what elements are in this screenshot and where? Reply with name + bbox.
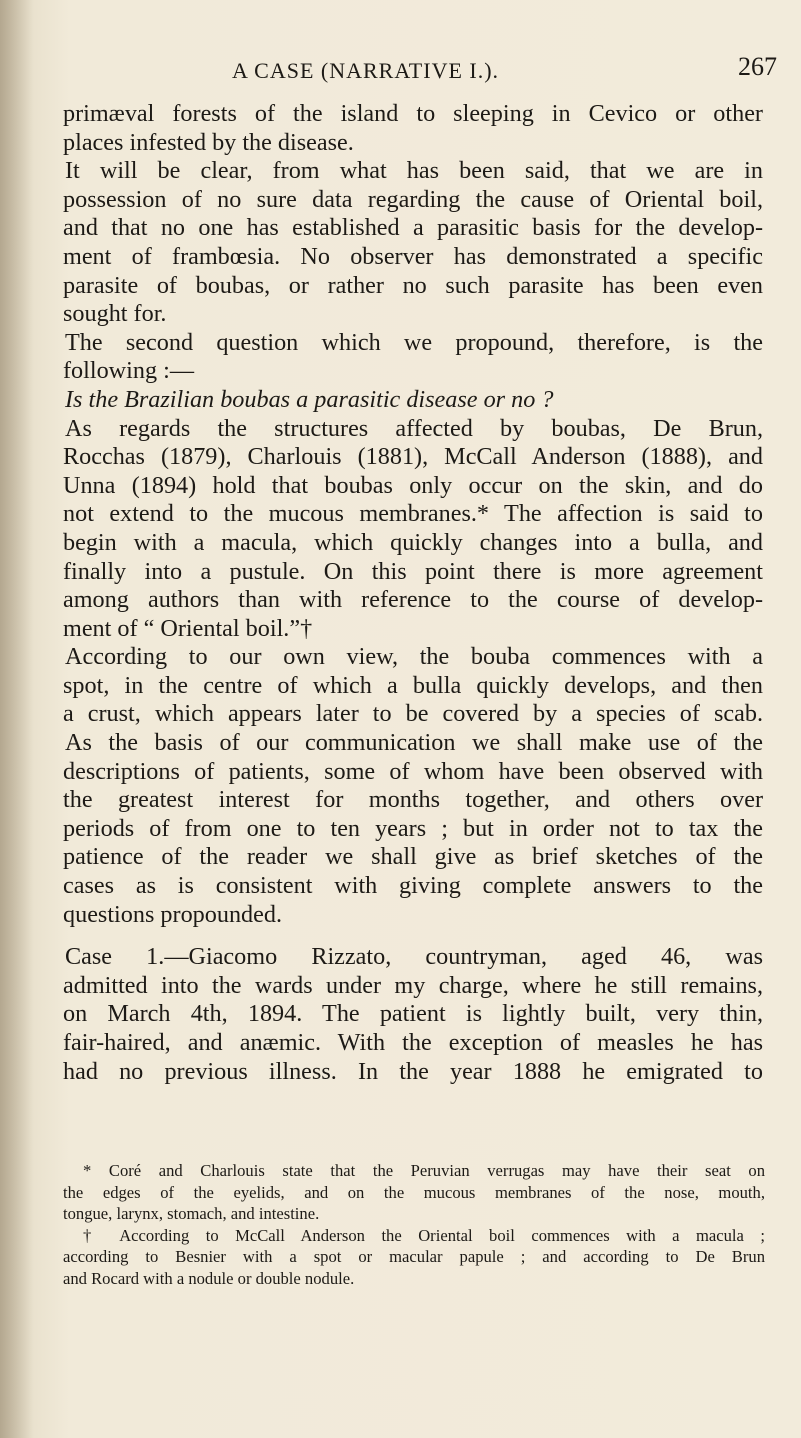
text-line: primæval forests of the island to sleeping in Cevico or other bbox=[63, 100, 763, 127]
text-line: spot, in the centre of which a bulla quickly develops, and then bbox=[63, 671, 763, 699]
text-line: and that no one has established a parasitic basis for the develop- bbox=[63, 214, 763, 242]
footnote-line: * Coré and Charlouis state that the Peruvian verrugas may have their seat on bbox=[83, 1161, 765, 1180]
text-line: not extend to the mucous membranes.* The affection is said to bbox=[63, 500, 763, 528]
text-line: places infested by the disease. bbox=[63, 128, 354, 156]
text-line: fair-haired, and anæmic. With the exception of measles he has bbox=[63, 1029, 763, 1056]
text-line: sought for. bbox=[63, 300, 167, 328]
text-line: had no previous illness. In the year 1888 he emigrated to bbox=[63, 1057, 763, 1085]
text-line: As regards the structures affected by boubas, De Brun, bbox=[65, 414, 763, 442]
paragraph-gap bbox=[63, 929, 763, 943]
text-line: periods of from one to ten years ; but in order not to tax the bbox=[63, 814, 763, 842]
footnote-line: according to Besnier with a spot or macular papule ; and according to De Brun bbox=[63, 1247, 765, 1266]
text-line: As the basis of our communication we shall make use of the bbox=[65, 729, 763, 757]
text-line: on March 4th, 1894. The patient is lightly built, very thin, bbox=[63, 1000, 763, 1028]
text-line: parasite of boubas, or rather no such parasite has been even bbox=[63, 271, 763, 299]
section-question: Is the Brazilian boubas a parasitic disease or no ? bbox=[65, 385, 554, 413]
footnote-line: the edges of the eyelids, and on the mucous membranes of the nose, mouth, bbox=[63, 1182, 765, 1202]
text-line: descriptions of patients, some of whom have been observed with bbox=[63, 757, 763, 785]
text-line: admitted into the wards under my charge, where he still remains, bbox=[63, 971, 763, 999]
text-line: ment of “ Oriental boil.”† bbox=[63, 614, 313, 642]
footnote-line: † According to McCall Anderson the Oriental boil commences with a macula ; bbox=[83, 1225, 765, 1245]
text-line: finally into a pustule. On this point there is more agreement bbox=[63, 557, 763, 585]
text-line: questions propounded. bbox=[63, 900, 283, 928]
body-text bbox=[63, 100, 763, 1086]
text-line: the greatest interest for months together, and others over bbox=[63, 786, 763, 814]
case-heading-line: Case 1.—Giacomo Rizzato, countryman, aged 46, was bbox=[65, 943, 763, 971]
text-line: It will be clear, from what has been said, that we are in bbox=[65, 157, 763, 185]
text-line: possession of no sure data regarding the cause of Oriental boil, bbox=[63, 185, 763, 213]
text-line: According to our own view, the bouba commences with a bbox=[65, 643, 763, 671]
text-line: patience of the reader we shall give as brief sketches of the bbox=[63, 843, 763, 871]
text-line: begin with a macula, which quickly changes into a bulla, and bbox=[63, 528, 763, 556]
footnote-line: and Rocard with a nodule or double nodule. bbox=[63, 1268, 355, 1288]
page-number: 267 bbox=[738, 52, 777, 81]
text-line: Unna (1894) hold that boubas only occur on the skin, and do bbox=[63, 471, 763, 499]
text-line: following :— bbox=[63, 357, 195, 385]
footnotes bbox=[63, 1160, 765, 1289]
text-line: The second question which we propound, therefore, is the bbox=[65, 328, 763, 356]
footnote-line: tongue, larynx, stomach, and intestine. bbox=[63, 1204, 320, 1223]
text-line: cases as is consistent with giving complete answers to the bbox=[63, 872, 763, 900]
text-line: Rocchas (1879), Charlouis (1881), McCall Anderson (1888), and bbox=[63, 443, 763, 471]
text-line: a crust, which appears later to be covered by a species of scab. bbox=[63, 700, 763, 728]
text-line: among authors than with reference to the course of develop- bbox=[63, 586, 763, 614]
running-head: A CASE (NARRATIVE I.). bbox=[232, 58, 500, 83]
binding-shadow bbox=[0, 0, 34, 1438]
text-line: ment of frambœsia. No observer has demonstrated a specific bbox=[63, 242, 763, 270]
